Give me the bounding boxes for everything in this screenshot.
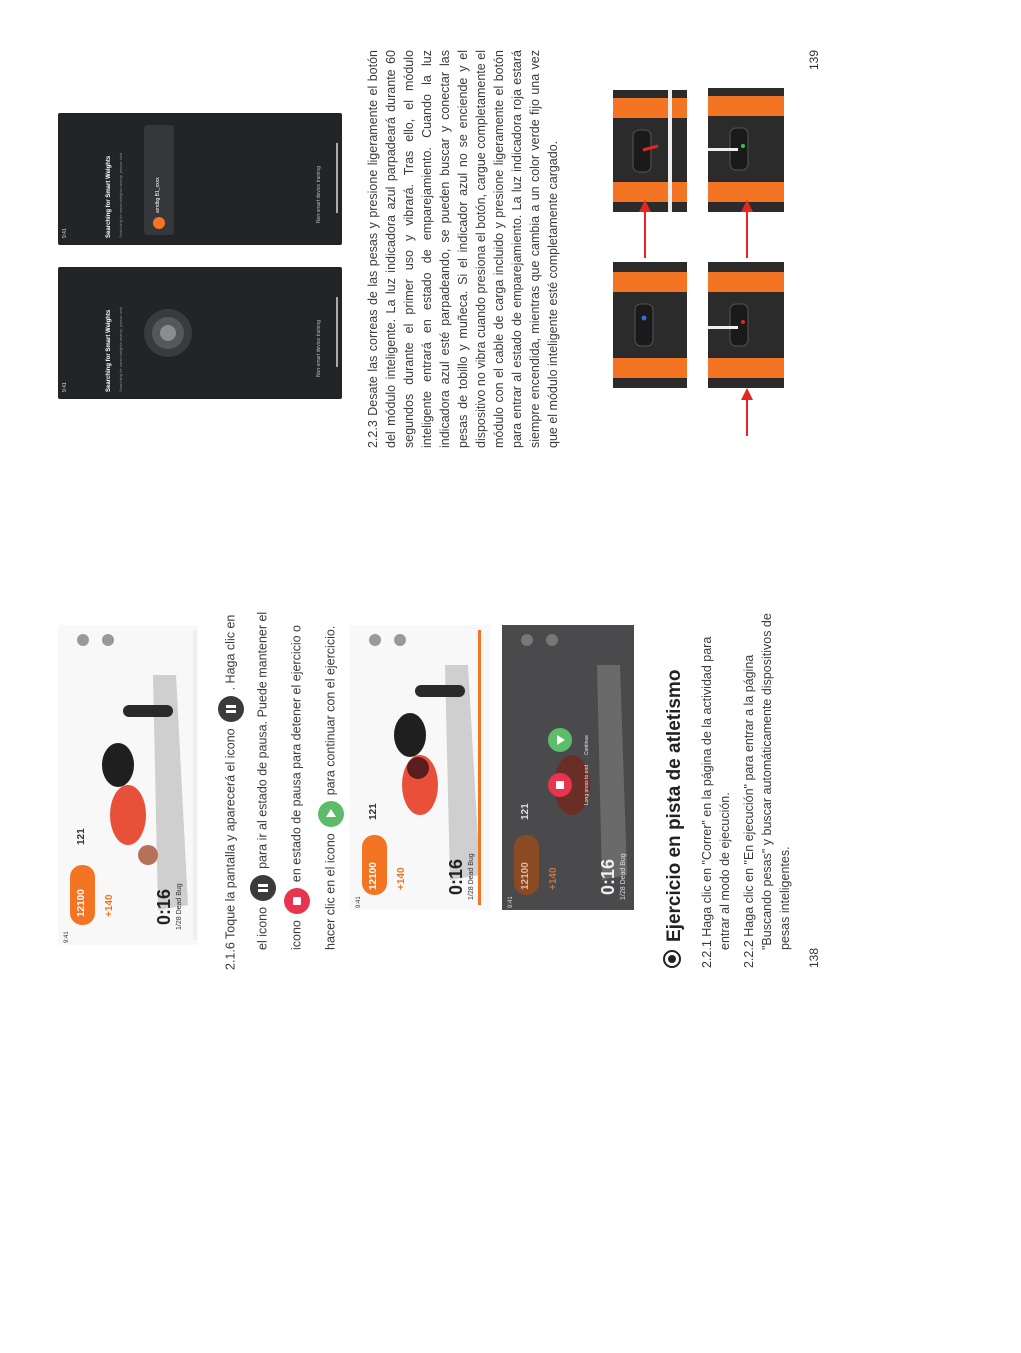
section-216-line4-start: hacer clic en el icono — [323, 833, 338, 950]
status-time: 9:41 — [62, 382, 68, 392]
long-press-hint: Long press to end — [584, 764, 590, 805]
exercise-label: 1/28 Dead Bug — [468, 853, 475, 900]
play-icon — [318, 801, 344, 827]
timer: 0:16 — [598, 858, 618, 895]
section-216-line2-end: para ir al estado de pausa. Puede mantener el — [255, 611, 270, 869]
exercise-label: 1/28 Dead Bug — [620, 853, 627, 900]
status-time: 9:41 — [62, 228, 68, 238]
continue-label[interactable]: Continue — [584, 734, 590, 755]
non-smart-training-link[interactable]: Non-smart device training — [316, 320, 322, 377]
section-216-line1-text: 2.1.6 Toque la pantalla y aparecerá el icono — [223, 728, 238, 970]
bullet-icon — [663, 950, 681, 968]
search-subtitle: Searching for smart weights nearby, please wait — [118, 153, 123, 238]
section-216-line1 — [218, 615, 244, 970]
bonus-value: +140 — [104, 894, 115, 917]
search-title: Searching for Smart Weights — [106, 309, 112, 392]
section-216-line4 — [318, 626, 344, 950]
weight-photo-4 — [708, 88, 784, 212]
workout-screenshot-3 — [502, 625, 634, 910]
arrow-up-icon — [630, 200, 660, 260]
search-screen-1 — [58, 267, 342, 399]
section-216-line1-end: . Haga clic en — [223, 614, 238, 691]
section-216-line4-end: para continuar con el ejercicio. — [323, 625, 338, 796]
timer: 0:16 — [446, 858, 466, 895]
bonus-value: +140 — [548, 867, 559, 890]
arrow-up-icon — [732, 200, 762, 260]
weight-photo-3 — [708, 262, 784, 388]
section-heading-text: Ejercicio en pista de atletismo — [664, 669, 685, 942]
weight-photo-1 — [613, 262, 687, 388]
section-216-line3-end: en estado de pausa para detener el ejercicio o — [289, 624, 304, 883]
status-time: 9:41 — [508, 896, 514, 908]
section-222-line3: pesas inteligentes. — [778, 846, 792, 950]
arrow-up-icon — [732, 388, 762, 438]
workout-screenshot-1 — [58, 625, 198, 945]
timer: 0:16 — [154, 888, 174, 925]
search-subtitle: Searching for smart weights nearby, please wait — [118, 307, 123, 392]
section-216-line3 — [284, 625, 310, 950]
non-smart-training-link[interactable]: Non-smart device training — [316, 166, 322, 223]
search-animation — [58, 267, 342, 399]
page-number-left: 138 — [807, 947, 821, 968]
heart-rate: 121 — [368, 803, 379, 820]
section-221-line1: 2.2.1 Haga clic en "Correr" en la página de la actividad para — [700, 636, 714, 968]
section-216-line3-start: icono — [289, 920, 304, 950]
exercise-label: 1/28 Dead Bug — [176, 883, 183, 930]
stop-icon — [284, 888, 310, 914]
search-screen-2 — [58, 113, 342, 245]
pause-icon — [218, 696, 244, 722]
section-heading — [663, 670, 686, 968]
calories-pill: 12100 — [76, 889, 87, 917]
heart-rate: 121 — [76, 828, 87, 845]
device-card — [58, 113, 342, 245]
search-title: Searching for Smart Weights — [106, 155, 112, 238]
status-time: 9:41 — [356, 896, 362, 908]
heart-rate: 121 — [520, 803, 531, 820]
section-216-line2-start: el icono — [255, 906, 270, 950]
section-222-line2: "Buscando pesas" y buscar automáticamente dispositivos de — [760, 613, 774, 950]
calories-pill: 12100 — [520, 862, 531, 890]
device-name[interactable]: amdbg B1_xxxx — [155, 177, 161, 213]
section-216-line2 — [250, 612, 276, 950]
section-221-line2: entrar al modo de ejecución. — [718, 792, 732, 950]
status-time: 9:41 — [64, 931, 70, 943]
workout-screenshot-2 — [350, 625, 490, 910]
pause-icon — [250, 875, 276, 901]
section-222-line1: 2.2.2 Haga clic en "En ejecución" para entrar a la página — [742, 654, 756, 968]
weight-photo-2 — [613, 90, 687, 212]
calories-pill: 12100 — [368, 862, 379, 890]
page-number-right: 139 — [807, 49, 821, 70]
section-223-paragraph: 2.2.3 Desate las correas de las pesas y presione ligeramente el botón del módulo inteligente. La luz indicadora azul parpadeará durante 60 segundos durante el primer uso y vibrará. Tras ello, el módulo inteligente entrará en estado de emparejamiento. Cuando la luz indicadora azul esté parpadeando, se pueden buscar y conectar las pesas de tobillo y muñeca. Si el indicador azul no se enciende y el dispositivo no vibra cuando presiona el botón, cargue completamente el módulo con el cable de carga incluido y presione ligeramente el botón para entrar al estado de emparejamiento. La luz indicadora roja estará siempre encendida, mientras que cambia a un color verde fijo una vez que el módulo inteligente esté completamente cargado. — [366, 50, 560, 448]
bonus-value: +140 — [396, 867, 407, 890]
